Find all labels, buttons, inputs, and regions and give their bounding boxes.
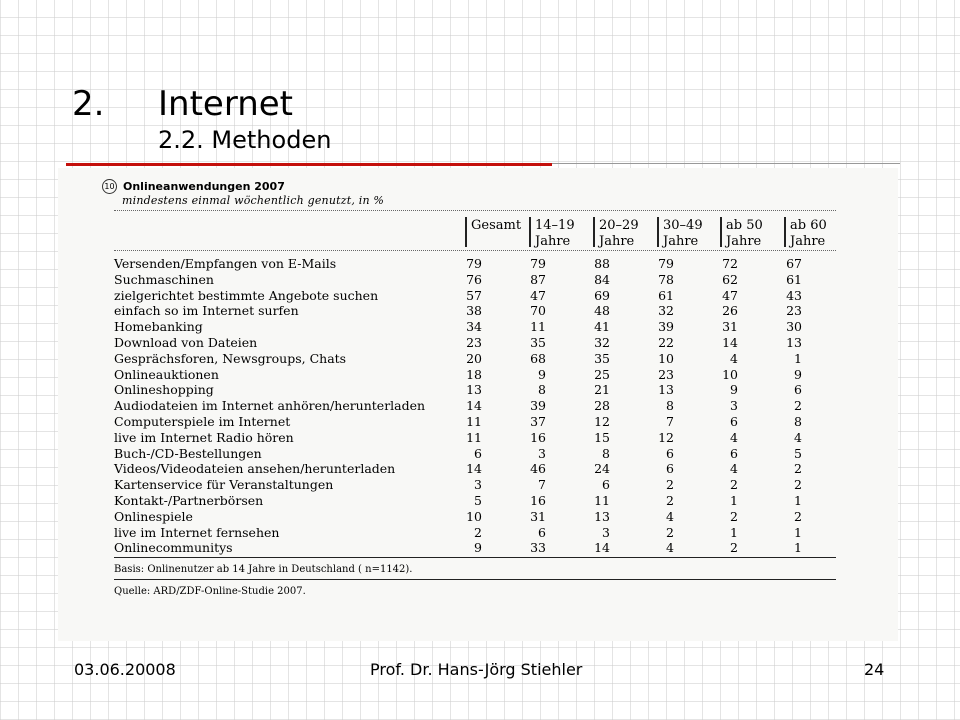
cell-30-49: 32 bbox=[658, 303, 674, 319]
cell-14-19: 70 bbox=[530, 303, 546, 319]
section-number: 2. bbox=[72, 84, 105, 124]
figure-subtitle: mindestens einmal wöchentlich genutzt, in % bbox=[122, 194, 385, 207]
cell-ab-50: 26 bbox=[722, 303, 738, 319]
row-label: Onlinespiele bbox=[114, 508, 193, 524]
table-row bbox=[114, 540, 854, 556]
cell-20-29: 48 bbox=[594, 303, 610, 319]
cell-gesamt: 38 bbox=[466, 303, 482, 319]
column-header: ab 60 Jahre bbox=[790, 218, 827, 249]
cell-ab-50: 9 bbox=[730, 382, 738, 398]
cell-14-19: 31 bbox=[530, 508, 546, 524]
cell-gesamt: 14 bbox=[466, 461, 482, 477]
cell-20-29: 32 bbox=[594, 334, 610, 350]
cell-30-49: 23 bbox=[658, 366, 674, 382]
row-label: zielgerichtet bestimmte Angebote suchen bbox=[114, 287, 379, 303]
cell-gesamt: 34 bbox=[466, 319, 482, 335]
cell-ab-60: 1 bbox=[794, 350, 802, 366]
title-underline-thin bbox=[552, 163, 900, 164]
cell-30-49: 8 bbox=[666, 398, 674, 414]
cell-14-19: 3 bbox=[538, 445, 546, 461]
row-label: einfach so im Internet surfen bbox=[114, 303, 299, 319]
cell-ab-60: 6 bbox=[794, 382, 802, 398]
table-basis-note: Basis: Onlinenutzer ab 14 Jahre in Deutschland ( n=1142). bbox=[114, 564, 413, 575]
table-bottom-rule bbox=[114, 557, 836, 558]
cell-ab-50: 72 bbox=[722, 256, 738, 271]
table-row bbox=[114, 303, 854, 319]
row-label: Versenden/Empfangen von E-Mails bbox=[114, 256, 337, 271]
cell-ab-50: 1 bbox=[730, 492, 738, 508]
row-label: Suchmaschinen bbox=[114, 271, 214, 287]
scanned-figure bbox=[58, 168, 898, 641]
cell-ab-50: 62 bbox=[722, 271, 738, 287]
table-row bbox=[114, 477, 854, 493]
cell-14-19: 87 bbox=[530, 271, 546, 287]
cell-14-19: 47 bbox=[530, 287, 546, 303]
table-row bbox=[114, 256, 854, 272]
table-source-note: Quelle: ARD/ZDF-Online-Studie 2007. bbox=[114, 586, 306, 597]
cell-ab-60: 1 bbox=[794, 540, 802, 556]
cell-ab-60: 9 bbox=[794, 366, 802, 382]
cell-gesamt: 20 bbox=[466, 350, 482, 366]
cell-14-19: 35 bbox=[530, 334, 546, 350]
data-table bbox=[114, 256, 854, 556]
cell-14-19: 39 bbox=[530, 398, 546, 414]
cell-30-49: 4 bbox=[666, 508, 674, 524]
cell-20-29: 15 bbox=[594, 429, 610, 445]
source-rule bbox=[114, 579, 836, 580]
row-label: Download von Dateien bbox=[114, 334, 258, 350]
cell-30-49: 61 bbox=[658, 287, 674, 303]
row-label: Buch-/CD-Bestellungen bbox=[114, 445, 262, 461]
column-header: 14–19 Jahre bbox=[535, 218, 575, 249]
cell-20-29: 41 bbox=[594, 319, 610, 335]
cell-ab-60: 30 bbox=[786, 319, 802, 335]
cell-30-49: 39 bbox=[658, 319, 674, 335]
column-header: Gesamt bbox=[471, 218, 522, 233]
table-row bbox=[114, 382, 854, 398]
dotted-rule-header bbox=[114, 250, 836, 251]
cell-30-49: 2 bbox=[666, 477, 674, 493]
cell-ab-50: 31 bbox=[722, 319, 738, 335]
table-row bbox=[114, 335, 854, 351]
column-header: 20–29 Jahre bbox=[599, 218, 639, 249]
row-label: live im Internet Radio hören bbox=[114, 429, 294, 445]
cell-ab-50: 4 bbox=[730, 350, 738, 366]
dotted-rule-top bbox=[114, 210, 836, 211]
cell-gesamt: 11 bbox=[466, 413, 482, 429]
cell-ab-60: 61 bbox=[786, 271, 802, 287]
cell-gesamt: 23 bbox=[466, 334, 482, 350]
row-label: Audiodateien im Internet anhören/herunterladen bbox=[114, 398, 426, 414]
cell-ab-60: 13 bbox=[786, 334, 802, 350]
table-row bbox=[114, 272, 854, 288]
row-label: Videos/Videodateien ansehen/herunterladen bbox=[114, 461, 396, 477]
cell-ab-50: 10 bbox=[722, 366, 738, 382]
cell-14-19: 16 bbox=[530, 492, 546, 508]
row-label: Onlineshopping bbox=[114, 382, 214, 398]
title-underline-accent bbox=[66, 163, 552, 166]
cell-gesamt: 2 bbox=[474, 524, 482, 540]
table-row bbox=[114, 430, 854, 446]
cell-20-29: 24 bbox=[594, 461, 610, 477]
cell-14-19: 68 bbox=[530, 350, 546, 366]
cell-ab-50: 1 bbox=[730, 524, 738, 540]
cell-ab-60: 1 bbox=[794, 524, 802, 540]
table-row bbox=[114, 493, 854, 509]
cell-ab-60: 5 bbox=[794, 445, 802, 461]
cell-ab-50: 3 bbox=[730, 398, 738, 414]
cell-ab-50: 2 bbox=[730, 540, 738, 556]
cell-gesamt: 9 bbox=[474, 540, 482, 556]
cell-14-19: 9 bbox=[538, 366, 546, 382]
column-divider bbox=[593, 217, 595, 247]
cell-ab-50: 4 bbox=[730, 429, 738, 445]
slide-subtitle: 2.2. Methoden bbox=[158, 126, 332, 154]
figure-number-badge: 10 bbox=[102, 179, 117, 194]
cell-30-49: 7 bbox=[666, 413, 674, 429]
row-label: Computerspiele im Internet bbox=[114, 413, 291, 429]
row-label: live im Internet fernsehen bbox=[114, 524, 280, 540]
table-row bbox=[114, 414, 854, 430]
column-header: 30–49 Jahre bbox=[663, 218, 703, 249]
slide-title: Internet bbox=[158, 84, 294, 124]
cell-30-49: 2 bbox=[666, 492, 674, 508]
cell-ab-60: 2 bbox=[794, 477, 802, 493]
table-row bbox=[114, 446, 854, 462]
cell-30-49: 78 bbox=[658, 271, 674, 287]
column-divider bbox=[465, 217, 467, 247]
cell-ab-50: 2 bbox=[730, 508, 738, 524]
cell-ab-50: 4 bbox=[730, 461, 738, 477]
row-label: Kartenservice für Veranstaltungen bbox=[114, 477, 334, 493]
cell-ab-50: 47 bbox=[722, 287, 738, 303]
table-row bbox=[114, 398, 854, 414]
cell-14-19: 37 bbox=[530, 413, 546, 429]
cell-30-49: 6 bbox=[666, 461, 674, 477]
cell-ab-60: 1 bbox=[794, 492, 802, 508]
column-header: ab 50 Jahre bbox=[726, 218, 763, 249]
footer-author: Prof. Dr. Hans-Jörg Stiehler bbox=[370, 660, 583, 679]
cell-30-49: 79 bbox=[658, 256, 674, 271]
cell-30-49: 12 bbox=[658, 429, 674, 445]
cell-ab-60: 23 bbox=[786, 303, 802, 319]
cell-ab-60: 43 bbox=[786, 287, 802, 303]
cell-gesamt: 18 bbox=[466, 366, 482, 382]
column-divider bbox=[720, 217, 722, 247]
cell-gesamt: 5 bbox=[474, 492, 482, 508]
cell-ab-50: 14 bbox=[722, 334, 738, 350]
cell-14-19: 8 bbox=[538, 382, 546, 398]
cell-20-29: 88 bbox=[594, 256, 610, 271]
cell-20-29: 25 bbox=[594, 366, 610, 382]
cell-30-49: 4 bbox=[666, 540, 674, 556]
table-row bbox=[114, 319, 854, 335]
cell-20-29: 6 bbox=[602, 477, 610, 493]
cell-gesamt: 11 bbox=[466, 429, 482, 445]
cell-20-29: 8 bbox=[602, 445, 610, 461]
cell-ab-60: 8 bbox=[794, 413, 802, 429]
cell-20-29: 84 bbox=[594, 271, 610, 287]
cell-gesamt: 79 bbox=[466, 256, 482, 271]
cell-ab-60: 2 bbox=[794, 398, 802, 414]
cell-20-29: 12 bbox=[594, 413, 610, 429]
cell-20-29: 21 bbox=[594, 382, 610, 398]
cell-gesamt: 3 bbox=[474, 477, 482, 493]
column-divider bbox=[529, 217, 531, 247]
cell-14-19: 7 bbox=[538, 477, 546, 493]
cell-ab-50: 2 bbox=[730, 477, 738, 493]
cell-14-19: 33 bbox=[530, 540, 546, 556]
row-label: Homebanking bbox=[114, 319, 203, 335]
row-label: Kontakt-/Partnerbörsen bbox=[114, 492, 264, 508]
cell-gesamt: 57 bbox=[466, 287, 482, 303]
column-divider bbox=[784, 217, 786, 247]
cell-gesamt: 14 bbox=[466, 398, 482, 414]
cell-gesamt: 10 bbox=[466, 508, 482, 524]
cell-20-29: 14 bbox=[594, 540, 610, 556]
row-label: Gesprächsforen, Newsgroups, Chats bbox=[114, 350, 347, 366]
cell-14-19: 79 bbox=[530, 256, 546, 271]
row-label: Onlinecommunitys bbox=[114, 540, 233, 556]
table-row bbox=[114, 525, 854, 541]
cell-30-49: 13 bbox=[658, 382, 674, 398]
cell-20-29: 69 bbox=[594, 287, 610, 303]
column-divider bbox=[657, 217, 659, 247]
cell-ab-50: 6 bbox=[730, 413, 738, 429]
cell-ab-50: 6 bbox=[730, 445, 738, 461]
cell-20-29: 13 bbox=[594, 508, 610, 524]
cell-20-29: 35 bbox=[594, 350, 610, 366]
cell-20-29: 3 bbox=[602, 524, 610, 540]
cell-30-49: 22 bbox=[658, 334, 674, 350]
cell-ab-60: 67 bbox=[786, 256, 802, 271]
cell-20-29: 28 bbox=[594, 398, 610, 414]
figure-header bbox=[102, 176, 285, 195]
cell-14-19: 6 bbox=[538, 524, 546, 540]
cell-20-29: 11 bbox=[594, 492, 610, 508]
footer-date: 03.06.20008 bbox=[74, 660, 176, 679]
table-row bbox=[114, 288, 854, 304]
cell-14-19: 11 bbox=[530, 319, 546, 335]
footer-page-number: 24 bbox=[864, 660, 885, 679]
cell-gesamt: 6 bbox=[474, 445, 482, 461]
cell-14-19: 46 bbox=[530, 461, 546, 477]
table-row bbox=[114, 351, 854, 367]
cell-30-49: 10 bbox=[658, 350, 674, 366]
row-label: Onlineauktionen bbox=[114, 366, 219, 382]
figure-title: Onlineanwendungen 2007 bbox=[123, 180, 285, 193]
cell-gesamt: 13 bbox=[466, 382, 482, 398]
cell-ab-60: 4 bbox=[794, 429, 802, 445]
cell-30-49: 2 bbox=[666, 524, 674, 540]
cell-gesamt: 76 bbox=[466, 271, 482, 287]
cell-ab-60: 2 bbox=[794, 508, 802, 524]
table-row bbox=[114, 367, 854, 383]
cell-30-49: 6 bbox=[666, 445, 674, 461]
cell-ab-60: 2 bbox=[794, 461, 802, 477]
table-row bbox=[114, 509, 854, 525]
cell-14-19: 16 bbox=[530, 429, 546, 445]
table-row bbox=[114, 461, 854, 477]
